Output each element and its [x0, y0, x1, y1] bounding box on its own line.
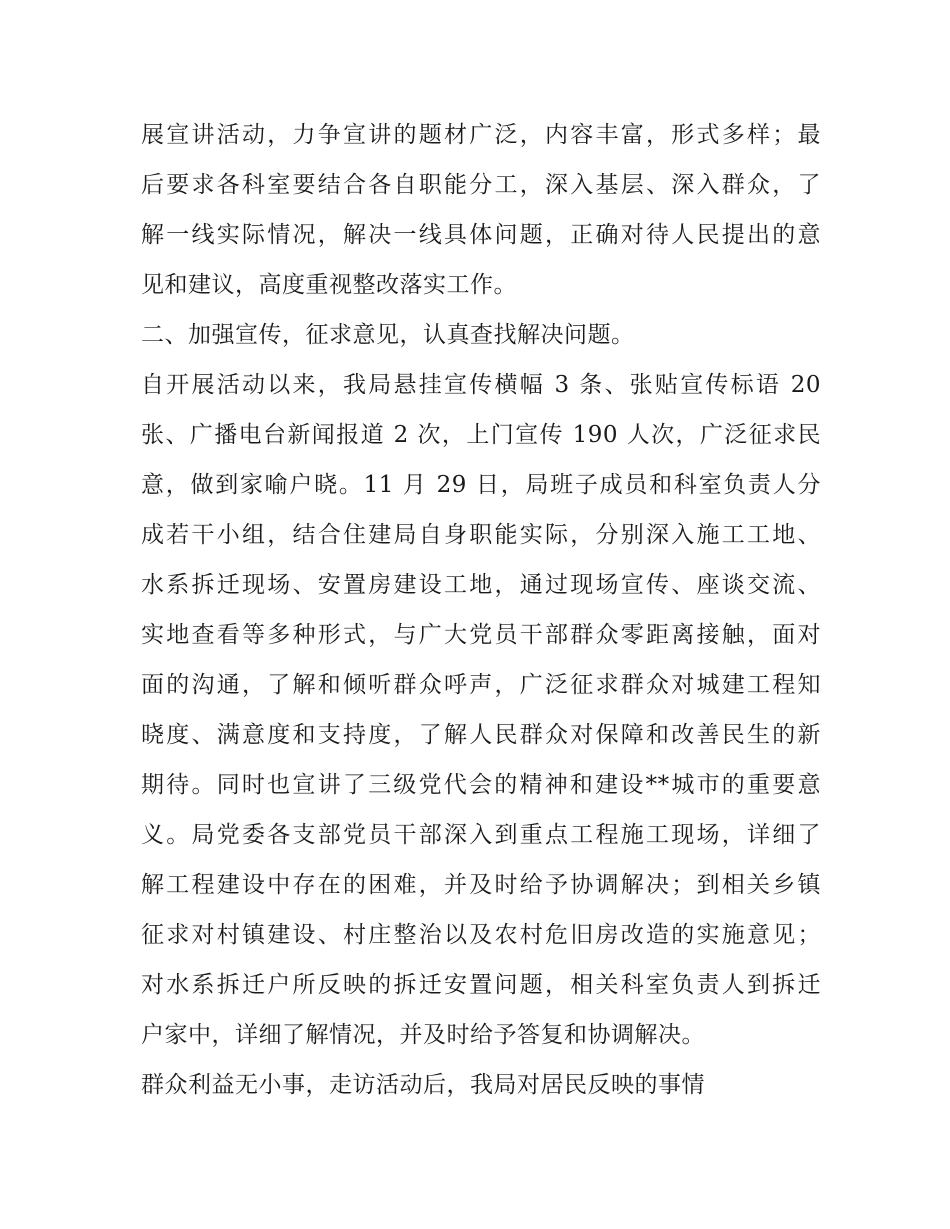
- text-line: 对水系拆迁户所反映的拆迁安置问题，相关科室负责人到拆迁: [141, 972, 821, 998]
- text-line: 后要求各科室要结合各自职能分工，深入基层、深入群众，了: [141, 172, 821, 198]
- text-line: 面的沟通，了解和倾听群众呼声，广泛征求群众对城建工程知: [141, 672, 821, 698]
- text-line: 义。局党委各支部党员干部深入到重点工程施工现场，详细了: [141, 822, 821, 848]
- text-line: 水系拆迁现场、安置房建设工地，通过现场宣传、座谈交流、: [141, 572, 821, 598]
- paragraph-follow-up: [141, 1060, 821, 1110]
- text-line: 成若干小组，结合住建局自身职能实际，分别深入施工工地、: [141, 522, 821, 548]
- text-line: 群众利益无小事，走访活动后，我局对居民反映的事情: [141, 1072, 705, 1098]
- text-line: 实地查看等多种形式，与广大党员干部群众零距离接触，面对: [141, 622, 821, 648]
- heading-line: 二、加强宣传，征求意见，认真查找解决问题。: [141, 322, 635, 348]
- paragraph-publicity: [141, 360, 821, 1060]
- text-line: 见和建议，高度重视整改落实工作。: [141, 272, 517, 298]
- document-body: [141, 110, 821, 1110]
- text-line: 户家中，详细了解情况，并及时给予答复和协调解决。: [141, 1022, 705, 1048]
- text-line: 解一线实际情况，解决一线具体问题，正确对待人民提出的意: [141, 222, 821, 248]
- text-line: 期待。同时也宣讲了三级党代会的精神和建设**城市的重要意: [141, 772, 821, 798]
- text-line: 征求对村镇建设、村庄整治以及农村危旧房改造的实施意见；: [141, 922, 821, 948]
- text-line: 解工程建设中存在的困难，并及时给予协调解决；到相关乡镇: [141, 872, 821, 898]
- section-heading: [141, 310, 821, 360]
- text-line: 张、广播电台新闻报道 2 次，上门宣传 190 人次，广泛征求民: [141, 422, 821, 448]
- text-line: 展宣讲活动，力争宣讲的题材广泛，内容丰富，形式多样；最: [141, 122, 821, 148]
- text-line: 自开展活动以来，我局悬挂宣传横幅 3 条、张贴宣传标语 20: [141, 372, 821, 398]
- paragraph-work-arrangement: [141, 110, 821, 310]
- text-line: 意，做到家喻户晓。11 月 29 日，局班子成员和科室负责人分: [141, 472, 821, 498]
- text-line: 晓度、满意度和支持度，了解人民群众对保障和改善民生的新: [141, 722, 821, 748]
